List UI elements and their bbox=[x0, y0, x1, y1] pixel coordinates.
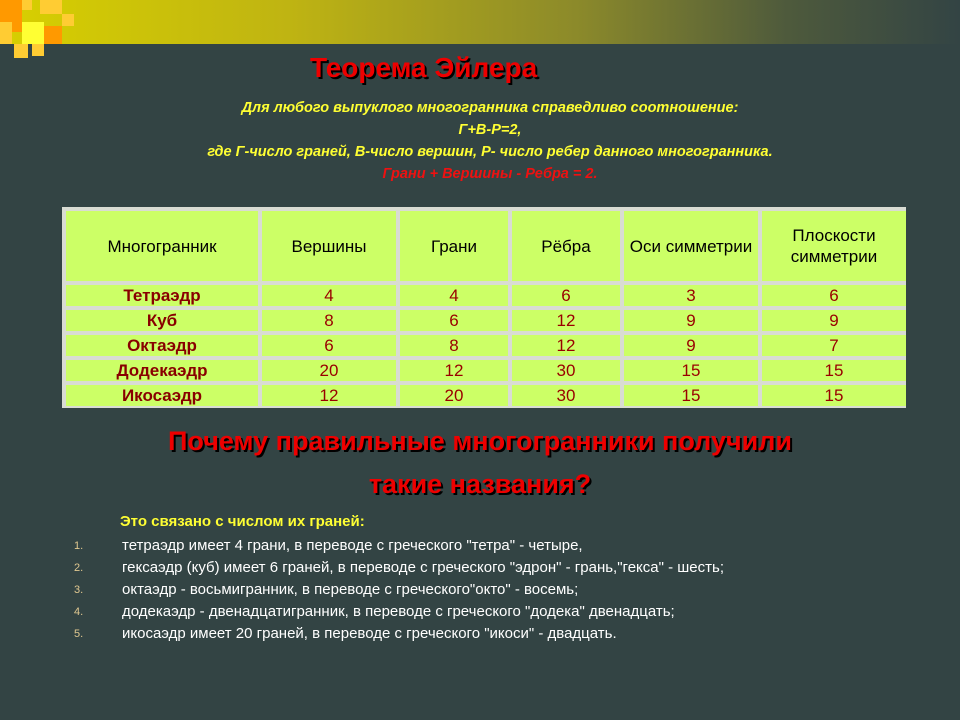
cell-name: Октаэдр bbox=[66, 335, 258, 356]
list-item bbox=[60, 535, 920, 557]
cell-planes: 15 bbox=[762, 385, 906, 406]
name-origin-list bbox=[60, 535, 920, 645]
cell-axes: 15 bbox=[624, 360, 758, 381]
cell-edges: 6 bbox=[512, 285, 620, 306]
list-item bbox=[60, 623, 920, 645]
intro-formula: Г+В-Р=2, bbox=[458, 122, 522, 138]
answer-intro: Это связано с числом их граней: bbox=[120, 513, 365, 530]
cell-edges: 12 bbox=[512, 310, 620, 331]
cell-name: Тетраэдр bbox=[66, 285, 258, 306]
intro-formula-words: Грани + Вершины - Ребра = 2. bbox=[382, 166, 598, 182]
header-symmetry-axes: Оси симметрии bbox=[624, 211, 758, 281]
list-item bbox=[60, 601, 920, 623]
list-text: додекаэдр - двенадцатигранник, в переводе с греческого "додека" двенадцать; bbox=[122, 603, 675, 620]
table-row bbox=[66, 385, 906, 406]
cell-vertices: 12 bbox=[262, 385, 396, 406]
header-edges: Рёбра bbox=[512, 211, 620, 281]
list-number: 3. bbox=[74, 584, 84, 596]
cell-axes: 3 bbox=[624, 285, 758, 306]
header-symmetry-planes: Плоскости симметрии bbox=[762, 211, 906, 281]
page-title: Теорема Эйлера bbox=[310, 52, 538, 83]
question-line-1: Почему правильные многогранники получили bbox=[167, 426, 793, 456]
table-row bbox=[66, 335, 906, 356]
table-row bbox=[66, 285, 906, 306]
list-number: 2. bbox=[74, 562, 84, 574]
cell-vertices: 6 bbox=[262, 335, 396, 356]
cell-faces: 20 bbox=[400, 385, 508, 406]
cell-planes: 7 bbox=[762, 335, 906, 356]
cell-vertices: 8 bbox=[262, 310, 396, 331]
list-number: 1. bbox=[74, 540, 84, 552]
table-header-row bbox=[66, 211, 906, 281]
cell-edges: 30 bbox=[512, 385, 620, 406]
cell-faces: 8 bbox=[400, 335, 508, 356]
cell-edges: 30 bbox=[512, 360, 620, 381]
polyhedra-table bbox=[62, 207, 910, 410]
table-row bbox=[66, 310, 906, 331]
list-number: 5. bbox=[74, 628, 84, 640]
list-text: октаэдр - восьмигранник, в переводе с греческого"окто" - восемь; bbox=[122, 581, 579, 598]
header-gradient-bar bbox=[0, 0, 960, 44]
list-text: икосаэдр имеет 20 граней, в переводе с греческого "икоси" - двадцать. bbox=[122, 625, 617, 642]
list-text: тетраэдр имеет 4 грани, в переводе с греческого "тетра" - четыре, bbox=[122, 537, 583, 554]
cell-planes: 9 bbox=[762, 310, 906, 331]
cell-name: Икосаэдр bbox=[66, 385, 258, 406]
header-polyhedron: Многогранник bbox=[66, 211, 258, 281]
list-item bbox=[60, 557, 920, 579]
cell-edges: 12 bbox=[512, 335, 620, 356]
cell-planes: 15 bbox=[762, 360, 906, 381]
question-heading bbox=[60, 420, 900, 506]
cell-axes: 15 bbox=[624, 385, 758, 406]
cell-vertices: 20 bbox=[262, 360, 396, 381]
question-line-2: такие названия? bbox=[368, 469, 592, 499]
cell-faces: 12 bbox=[400, 360, 508, 381]
list-number: 4. bbox=[74, 606, 84, 618]
cell-planes: 6 bbox=[762, 285, 906, 306]
header-vertices: Вершины bbox=[262, 211, 396, 281]
list-item bbox=[60, 579, 920, 601]
cell-axes: 9 bbox=[624, 335, 758, 356]
cell-faces: 4 bbox=[400, 285, 508, 306]
table-row bbox=[66, 360, 906, 381]
intro-line-1: Для любого выпуклого многогранника справедливо соотношение: bbox=[241, 100, 739, 116]
header-faces: Грани bbox=[400, 211, 508, 281]
cell-axes: 9 bbox=[624, 310, 758, 331]
cell-faces: 6 bbox=[400, 310, 508, 331]
cell-vertices: 4 bbox=[262, 285, 396, 306]
cell-name: Додекаэдр bbox=[66, 360, 258, 381]
cell-name: Куб bbox=[66, 310, 258, 331]
polyhedra-table-container bbox=[62, 207, 906, 408]
theorem-statement bbox=[80, 97, 900, 185]
intro-line-3: где Г-число граней, В-число вершин, Р- число ребер данного многогранника. bbox=[207, 144, 773, 160]
list-text: гексаэдр (куб) имеет 6 граней, в переводе с греческого "эдрон" - грань,"гекса" - шесть; bbox=[122, 559, 724, 576]
